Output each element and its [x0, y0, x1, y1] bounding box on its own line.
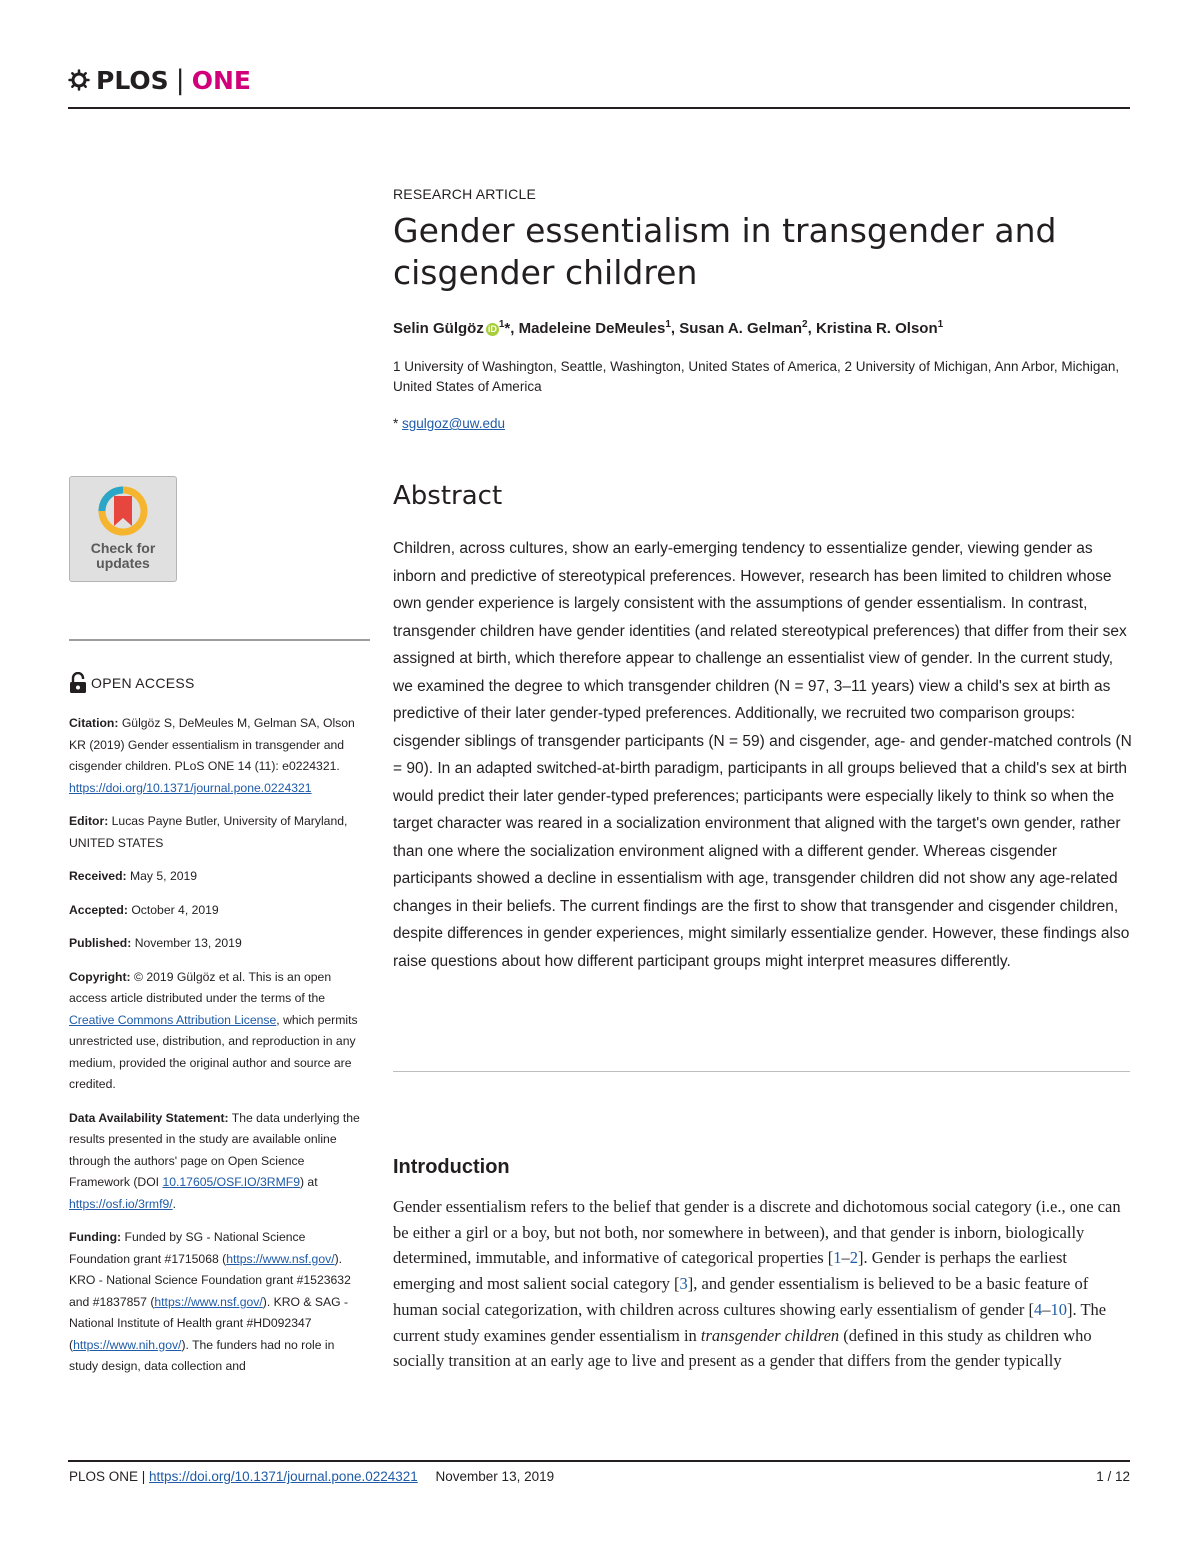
abstract-text: Children, across cultures, show an early-emerging tendency to essentialize gender, viewing gender as inborn and predictive of stereotypical preferences. However, research has been limited to children whose own gender experience is largely consistent with the assumptions of gender essentialism. In contrast, transgender children have gender identities (and related stereotypical preferences) that differ from their sex assigned at birth, which therefore appear to challenge an essentialist view of gender. In the current study, we examined the degree to which transgender children (N = 97, 3–11 years) view a child's sex at birth as predictive of their later gender-typed preferences. Additionally, we recruited two comparison groups: cisgender siblings of transgender participants (N = 59) and cisgender, age- and gender-matched controls (N = 90). In an adapted switched-at-birth paradigm, participants in all groups believed that a child's sex at birth would predict their later gender-typed preferences; participants were especially likely to think so when the target character was reared in a socialization environment that aligned with the target's own gender, rather than one where the socialization environment aligned with a different gender. Whereas cisgender participants showed a decline in essentialism with age, transgender children did not show any age-related changes in their beliefs. The current findings are the first to show that transgender and cisgender children, despite differences in gender experiences, might similarly essentialize gender. However, these findings also raise questions about how different participant groups might interpret measures differently.: [393, 540, 1132, 970]
intro-text-segment: Gender essentialism refers to the belief that gender is a discrete and dichotomous social category (i.e., one can be either a girl or a boy, but not both, nor somewhere in between), and that gender is inborn, biologically determined, immutable, and informative of categorical properties [: [393, 1197, 1121, 1268]
accepted-date: October 4, 2019: [131, 902, 219, 917]
header-rule: [68, 107, 1130, 109]
published-label: Published:: [69, 936, 132, 950]
received-date: May 5, 2019: [129, 869, 198, 883]
funding-text: ). KRO & SAG - National Institute of Health grant #HD092347 (: [69, 1294, 349, 1352]
footer-rule: [68, 1460, 1130, 1462]
published-date: November 13, 2019: [134, 936, 242, 950]
copyright-tail: , which permits unrestricted use, distribution, and reproduction in any medium, provided the original author and source are credited.: [69, 1012, 358, 1091]
author-name[interactable]: Madeleine DeMeules: [518, 320, 666, 337]
intro-text-segment: –: [1042, 1299, 1051, 1319]
osf-link[interactable]: https://osf.io/3rmf9/: [69, 1196, 173, 1211]
author-list: Selin Gülgöz iD $^1$*, Madeleine DeMeules$^1$, Susan A. Gelman$^2$, Kristina R. Olson$^1$: [393, 319, 944, 337]
author-affil-sup: 1: [498, 319, 505, 330]
accepted-label: Accepted:: [69, 902, 128, 917]
logo-plos-text: PLOS: [96, 65, 169, 95]
editor-label: Editor:: [69, 814, 109, 828]
data-availability-mid: ) at: [299, 1175, 318, 1189]
intro-emphasis: transgender children: [700, 1325, 840, 1345]
received-label: Received:: [69, 869, 127, 883]
copyright-text: © 2019 Gülgöz et al. This is an open access article distributed under the terms of the: [69, 969, 332, 1005]
sidebar-rule: [69, 639, 370, 641]
funding-label: Funding:: [69, 1230, 122, 1244]
intro-text-segment: ], and gender essentialism is believed to be a basic feature of human social categorization, with children across cultures showing early essentialism of gender [: [393, 1274, 1089, 1319]
article-type: RESEARCH ARTICLE: [393, 186, 536, 202]
nih-link[interactable]: https://www.nih.gov/: [73, 1337, 182, 1352]
corresponding-email-link[interactable]: sgulgoz@uw.edu: [402, 416, 506, 431]
check-updates-label: [70, 541, 176, 571]
accepted-block: [69, 900, 365, 922]
osf-doi-link[interactable]: 10.17605/OSF.IO/3RMF9: [162, 1175, 300, 1189]
data-availability-label: Data Availability Statement:: [69, 1110, 229, 1125]
introduction-heading: Introduction: [393, 1156, 510, 1178]
page-number: 1 / 12: [1096, 1469, 1130, 1484]
citation-link[interactable]: 3: [679, 1274, 688, 1294]
received-block: [69, 866, 365, 888]
citation-link[interactable]: 10: [1050, 1299, 1068, 1319]
citation-block: [69, 713, 365, 799]
orcid-icon[interactable]: iD: [487, 323, 497, 334]
intro-text-segment: ]. The current study examines gender essentialism in: [393, 1299, 1107, 1345]
data-availability-text: The data underlying the results presented in the study are available online through the authors' page on Open Science Framework (DOI: [69, 1110, 360, 1189]
data-availability-block: [69, 1108, 365, 1216]
intro-text-segment: –: [841, 1248, 850, 1268]
plos-logo-icon: [68, 69, 90, 91]
open-access-label: OPEN ACCESS: [91, 675, 195, 691]
footer-journal: PLOS ONE: [69, 1469, 139, 1484]
corresponding-star: *: [393, 416, 399, 431]
abstract-heading: Abstract: [393, 481, 503, 511]
funding-text: ). The funders had no role in study design, data collection and: [69, 1337, 335, 1373]
copyright-block: [69, 967, 365, 1096]
corresponding-email-line: [393, 416, 505, 431]
intro-text-segment: ]. Gender is perhaps the earliest emerging and most salient social category [: [393, 1248, 1067, 1294]
plos-one-logo[interactable]: [68, 64, 251, 96]
check-updates-line1: Check for: [90, 540, 156, 556]
funding-text: Funded by SG - National Science Foundation grant #1715068 (: [69, 1230, 306, 1266]
intro-text-segment: (defined in this study as children who socially transition at an early age to live and present as a gender that differs from the gender typically: [393, 1325, 1092, 1371]
abstract-divider: [393, 1071, 1130, 1072]
footer-separator: |: [138, 1469, 150, 1484]
article-metadata: [69, 713, 365, 1390]
author-name[interactable]: Selin Gülgöz: [393, 320, 484, 337]
copyright-label: Copyright:: [69, 969, 131, 984]
logo-divider: |: [175, 64, 185, 96]
citation-label: Citation:: [69, 716, 119, 730]
citation-doi-link[interactable]: https://doi.org/10.1371/journal.pone.0224321: [69, 780, 312, 795]
nsf-link[interactable]: https://www.nsf.gov/: [154, 1294, 263, 1309]
license-link[interactable]: Creative Commons Attribution License: [69, 1012, 277, 1027]
footer-doi-link[interactable]: https://doi.org/10.1371/journal.pone.0224321: [149, 1469, 418, 1484]
open-lock-icon: [69, 672, 87, 694]
footer-date: November 13, 2019: [435, 1469, 555, 1484]
citation-link[interactable]: 2: [849, 1248, 859, 1268]
page-footer: [69, 1469, 554, 1484]
check-for-updates-button[interactable]: [69, 476, 177, 582]
nsf-link[interactable]: https://www.nsf.gov/: [226, 1251, 335, 1266]
funding-text: ). KRO - National Science Foundation grant #1523632 and #1837857 (: [69, 1251, 351, 1309]
author-name[interactable]: Kristina R. Olson: [815, 320, 938, 337]
author-name[interactable]: Susan A. Gelman: [679, 320, 803, 337]
citation-link[interactable]: 4: [1034, 1299, 1043, 1319]
citation-link[interactable]: 1: [833, 1248, 842, 1268]
author-affil-sup: 1: [665, 319, 671, 330]
editor-text: Lucas Payne Butler, University of Maryland, UNITED STATES: [69, 814, 348, 850]
introduction-text: [393, 1194, 1133, 1374]
author-affil-sup: 2: [802, 319, 808, 330]
check-updates-line2: updates: [96, 555, 150, 571]
open-access-badge: [69, 672, 195, 694]
logo-one-text: ONE: [191, 65, 251, 95]
editor-block: [69, 811, 365, 854]
funding-block: [69, 1227, 365, 1378]
article-title: Gender essentialism in transgender and cisgender children: [393, 211, 1057, 292]
corresponding-mark: *: [504, 320, 511, 337]
check-updates-icon: [97, 485, 149, 537]
data-availability-tail: .: [172, 1196, 177, 1211]
author-affil-sup: 1: [937, 319, 944, 330]
affiliations: 1 University of Washington, Seattle, Washington, United States of America, 2 University of Michigan, Ann Arbor, Michigan, United States of America: [393, 359, 1120, 394]
published-block: [69, 933, 365, 955]
citation-text: Gülgöz S, DeMeules M, Gelman SA, Olson KR (2019) Gender essentialism in transgender and cisgender children. PLoS ONE 14 (11): e0224321.: [69, 716, 355, 773]
